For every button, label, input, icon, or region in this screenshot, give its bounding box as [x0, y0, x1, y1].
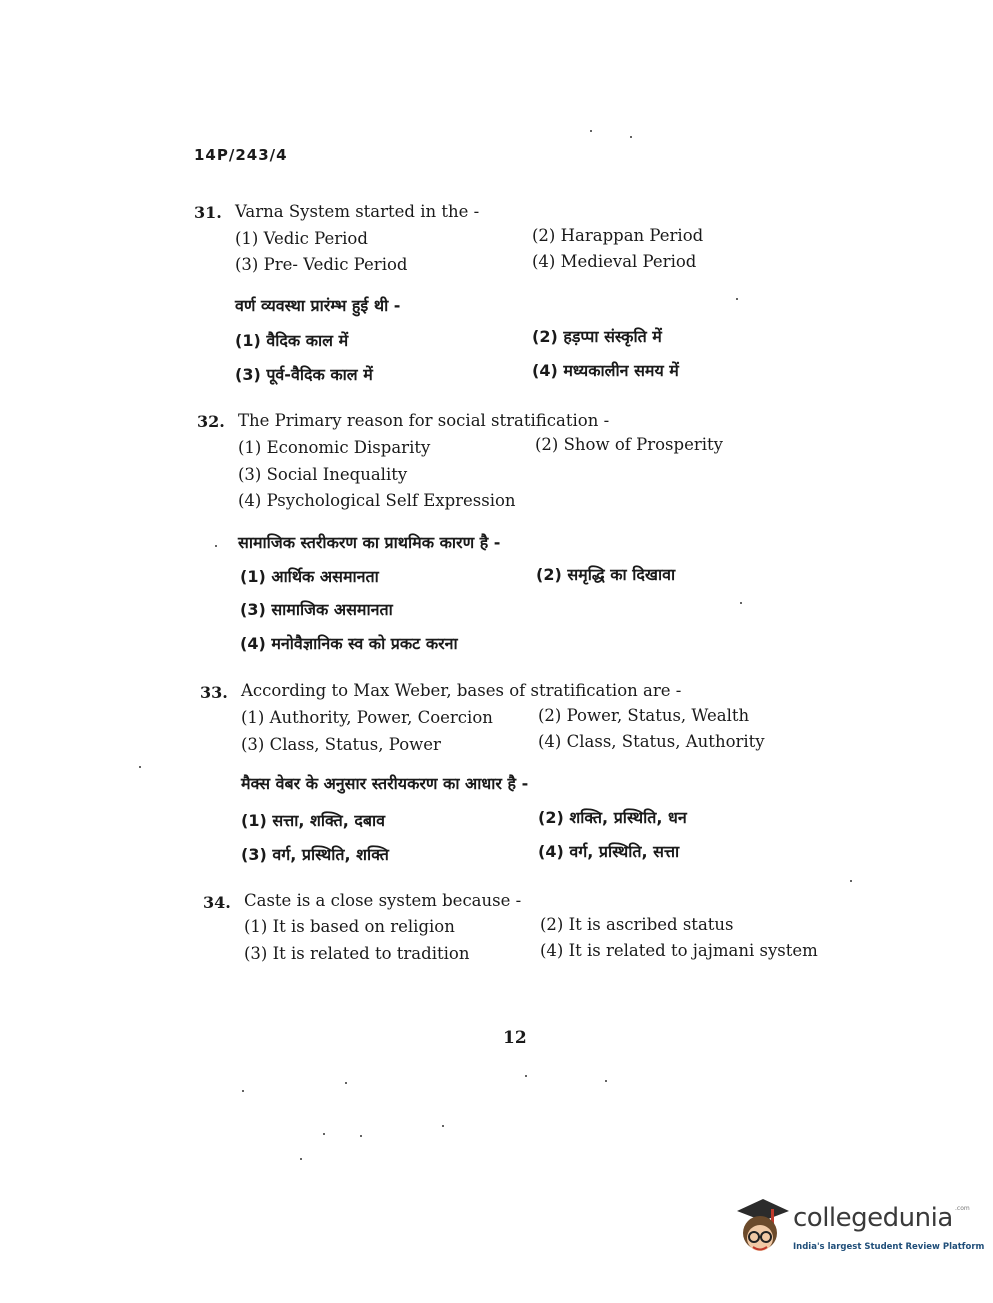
question-33-number: 33.	[200, 683, 228, 702]
question-32-option-2-hi: (2) समृद्धि का दिखावा	[536, 565, 676, 584]
scan-speck	[740, 602, 742, 604]
scan-speck	[630, 136, 632, 138]
question-32-stem-hi: सामाजिक स्तरीकरण का प्राथमिक कारण है -	[238, 533, 501, 552]
question-31-option-3-hi: (3) पूर्व-वैदिक काल में	[235, 365, 373, 384]
scan-speck	[323, 1133, 325, 1135]
question-32-option-3-en: (3) Social Inequality	[238, 465, 408, 484]
question-33-option-4-hi: (4) वर्ग, प्रस्थिति, सत्ता	[538, 842, 680, 861]
question-32-option-4-en: (4) Psychological Self Expression	[238, 491, 516, 510]
question-34-option-2-en: (2) It is ascribed status	[540, 915, 734, 934]
question-31-stem-en: Varna System started in the -	[235, 202, 480, 221]
question-31-number: 31.	[194, 203, 222, 222]
paper-code: 14P/243/4	[194, 146, 288, 164]
question-34-option-1-en: (1) It is based on religion	[244, 917, 455, 936]
scan-speck	[345, 1082, 347, 1084]
question-32-option-4-hi: (4) मनोवैज्ञानिक स्व को प्रकट करना	[240, 634, 458, 653]
question-33-option-1-en: (1) Authority, Power, Coercion	[241, 708, 493, 727]
page-number: 12	[503, 1028, 527, 1048]
scan-speck	[605, 1080, 607, 1082]
question-34-stem-en: Caste is a close system because -	[244, 891, 522, 910]
scan-speck	[360, 1135, 362, 1137]
collegedunia-domain: .com	[955, 1205, 970, 1212]
scan-speck	[215, 545, 217, 547]
question-31-option-1-hi: (1) वैदिक काल में	[235, 331, 349, 350]
question-33-option-3-hi: (3) वर्ग, प्रस्थिति, शक्ति	[241, 845, 389, 864]
scan-speck	[139, 766, 141, 768]
question-31-option-4-en: (4) Medieval Period	[532, 252, 697, 271]
collegedunia-wordmark: collegedunia	[793, 1203, 953, 1233]
question-31-option-2-en: (2) Harappan Period	[532, 226, 704, 245]
question-31-option-2-hi: (2) हड़प्पा संस्कृति में	[532, 327, 662, 346]
question-33-stem-en: According to Max Weber, bases of stratification are -	[241, 681, 682, 700]
question-33-option-2-hi: (2) शक्ति, प्रस्थिति, धन	[538, 808, 687, 827]
question-33-option-4-en: (4) Class, Status, Authority	[538, 732, 765, 751]
question-34-option-4-en: (4) It is related to jajmani system	[540, 941, 818, 960]
question-34-number: 34.	[203, 893, 231, 912]
question-34-option-3-en: (3) It is related to tradition	[244, 944, 470, 963]
question-32-option-2-en: (2) Show of Prosperity	[535, 435, 723, 454]
question-33-option-2-en: (2) Power, Status, Wealth	[538, 706, 750, 725]
question-32-option-1-hi: (1) आर्थिक असमानता	[240, 567, 379, 586]
graduate-mascot-icon	[733, 1195, 791, 1259]
scan-speck	[442, 1125, 444, 1127]
scan-speck	[590, 130, 592, 132]
scan-speck	[242, 1090, 244, 1092]
question-33-option-1-hi: (1) सत्ता, शक्ति, दबाव	[241, 811, 386, 830]
question-31-option-4-hi: (4) मध्यकालीन समय में	[532, 361, 679, 380]
scan-speck	[525, 1075, 527, 1077]
scan-speck	[300, 1158, 302, 1160]
collegedunia-watermark	[733, 1195, 985, 1259]
question-32-option-3-hi: (3) सामाजिक असमानता	[240, 600, 393, 619]
collegedunia-tagline: India's largest Student Review Platform	[793, 1242, 985, 1252]
question-32-option-1-en: (1) Economic Disparity	[238, 438, 431, 457]
question-32-stem-en: The Primary reason for social stratification -	[238, 411, 610, 430]
scan-speck	[736, 298, 738, 300]
question-31-option-1-en: (1) Vedic Period	[235, 229, 368, 248]
question-33-option-3-en: (3) Class, Status, Power	[241, 735, 441, 754]
question-31-option-3-en: (3) Pre- Vedic Period	[235, 255, 408, 274]
question-32-number: 32.	[197, 412, 225, 431]
question-31-stem-hi: वर्ण व्यवस्था प्रारंम्भ हुई थी -	[235, 296, 401, 315]
question-33-stem-hi: मैक्स वेबर के अनुसार स्तरीयकरण का आधार है -	[241, 774, 529, 793]
scan-speck	[850, 880, 852, 882]
